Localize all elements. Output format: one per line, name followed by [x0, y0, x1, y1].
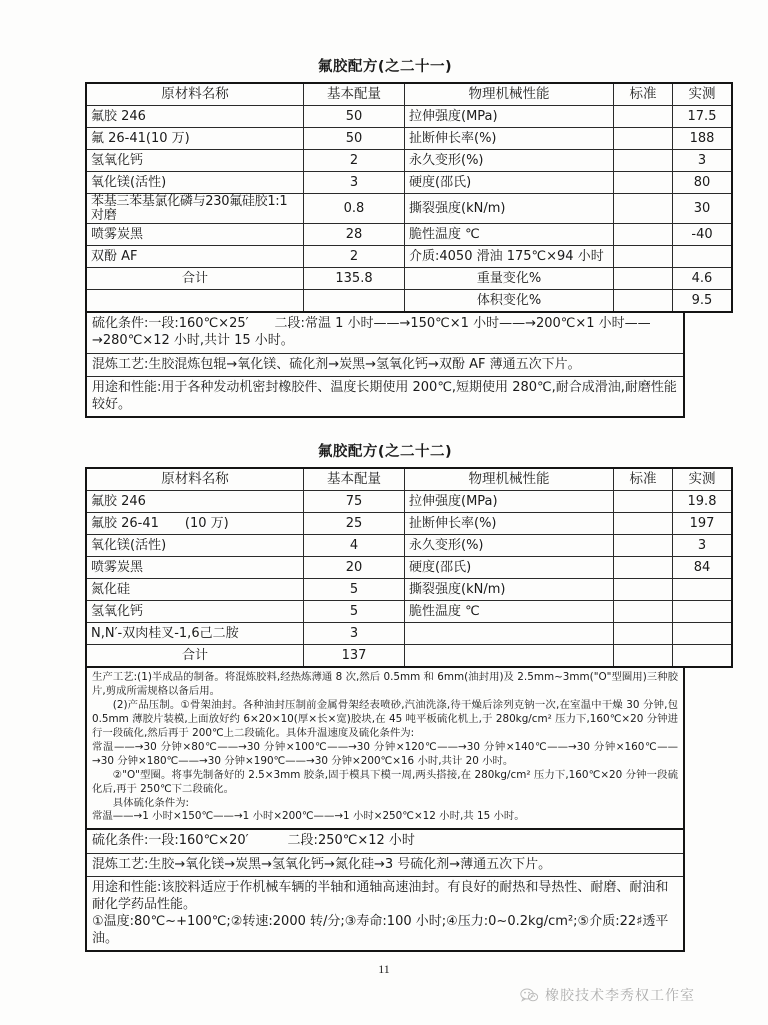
table-row-total [86, 268, 732, 290]
table-row [86, 491, 732, 513]
cell-property: 介质:4050 滑油 175℃×94 小时 [405, 246, 614, 268]
cell-quantity: 4 [304, 535, 405, 557]
col-header-quantity: 基本配量 [304, 468, 405, 491]
formula-table-21 [85, 82, 733, 313]
cell-property: 硬度(邵氏) [405, 557, 614, 579]
cell-standard [614, 172, 673, 194]
table-row [86, 557, 732, 579]
production-process-block [85, 668, 685, 830]
cell-standard [614, 623, 673, 645]
cell-standard [614, 601, 673, 623]
section-gap [85, 418, 685, 440]
cell-property: 永久变形(%) [405, 535, 614, 557]
cell-measured [673, 645, 733, 668]
cell-measured: 17.5 [673, 106, 733, 128]
table-row-total [86, 645, 732, 668]
cell-material: 喷雾炭黑 [86, 557, 304, 579]
cell-total-quantity: 135.8 [304, 268, 405, 290]
cell-property: 撕裂强度(kN/m) [405, 194, 614, 224]
table-row [86, 290, 732, 313]
cell-standard [614, 535, 673, 557]
cell-quantity [304, 290, 405, 313]
col-header-standard: 标准 [614, 468, 673, 491]
cell-quantity: 5 [304, 579, 405, 601]
cell-standard [614, 491, 673, 513]
cell-total-label: 合计 [86, 268, 304, 290]
cell-property [405, 645, 614, 668]
document-content [85, 55, 717, 952]
cell-property: 拉伸强度(MPa) [405, 491, 614, 513]
cell-quantity: 75 [304, 491, 405, 513]
cell-total-label: 合计 [86, 645, 304, 668]
cell-material: 氟 26-41(10 万) [86, 128, 304, 150]
note-spec-list: ①温度:80℃~+100℃;②转速:2000 转/分;③寿命:100 小时;④压力:0~0.2kg/cm²;⑤介质:22♯透平油。 [92, 914, 669, 947]
cell-standard [614, 513, 673, 535]
cell-measured [673, 246, 733, 268]
cell-measured: -40 [673, 224, 733, 246]
notes-block-21 [85, 313, 685, 418]
cell-property: 重量变化% [405, 268, 614, 290]
cell-property: 扯断伸长率(%) [405, 513, 614, 535]
cell-measured: 188 [673, 128, 733, 150]
cell-measured [673, 623, 733, 645]
cell-standard [614, 128, 673, 150]
cell-quantity: 3 [304, 172, 405, 194]
cell-measured: 80 [673, 172, 733, 194]
col-header-material: 原材料名称 [86, 83, 304, 106]
process-paragraph: ②"O"型圈。将事先制备好的 2.5×3mm 胶条,固于模具下模一周,两头搭接,在 280kg/cm² 压力下,160℃×20 分钟一段硫化后,再于 250℃下二段硫化。 [92, 768, 678, 795]
formula-section-22 [85, 440, 717, 952]
cell-total-quantity: 137 [304, 645, 405, 668]
cell-quantity: 2 [304, 150, 405, 172]
cell-quantity: 20 [304, 557, 405, 579]
cell-quantity: 3 [304, 623, 405, 645]
cell-quantity: 50 [304, 128, 405, 150]
cell-material: 氢氧化钙 [86, 601, 304, 623]
cell-standard [614, 579, 673, 601]
cell-property: 撕裂强度(kN/m) [405, 579, 614, 601]
watermark [520, 985, 695, 1005]
cell-material: 氧化镁(活性) [86, 172, 304, 194]
table-row [86, 172, 732, 194]
process-paragraph: 生产工艺:(1)半成品的制备。将混炼胶料,经热炼薄通 8 次,然后 0.5mm 和 6mm(油封用)及 2.5mm~3mm("O"型圈用)三种胶片,剪成所需规格以备后用。 [92, 671, 678, 697]
note-mixing-process: 混炼工艺:生胶混炼包辊→氧化镁、硫化剂→炭黑→氢氧化钙→双酚 AF 薄通五次下片。 [87, 354, 683, 377]
table-row [86, 106, 732, 128]
table-row [86, 513, 732, 535]
table-header-row [86, 83, 732, 106]
page-number: 11 [378, 962, 390, 976]
cell-measured: 3 [673, 150, 733, 172]
note-curing-conditions: 硫化条件:一段:160℃×20′ 二段:250℃×12 小时 [87, 830, 683, 853]
cell-standard [614, 557, 673, 579]
process-paragraph: 常温——→30 分钟×80℃——→30 分钟×100℃——→30 分钟×120℃——→30 分钟×140℃——→30 分钟×160℃——→30 分钟×180℃——→30 分钟×190℃——→30 分钟×200℃×16 小时,共计 20 小时。 [92, 740, 678, 767]
cell-measured: 30 [673, 194, 733, 224]
cell-material [86, 290, 304, 313]
cell-property: 扯断伸长率(%) [405, 128, 614, 150]
table-row [86, 246, 732, 268]
cell-material: 氟胶 246 [86, 491, 304, 513]
process-paragraph: (2)产品压制。①骨架油封。各种油封压制前金属骨架经表喷砂,汽油洗涤,待干燥后涂列克钠一次,在室温中干燥 30 分钟,包 0.5mm 薄胶片装模,上面放好约 6×20×10(厚×长×宽)胶块,在 45 吨平板硫化机上,于 280kg/cm² 压力下,160℃×20 分钟进行一段硫化,然后再于 200℃上二段硫化。具体升温速度及硫化条件为: [92, 698, 678, 739]
note-uses-and-properties [87, 877, 683, 951]
cell-measured: 9.5 [673, 290, 733, 313]
table-row [86, 535, 732, 557]
col-header-property: 物理机械性能 [405, 468, 614, 491]
cell-measured [673, 579, 733, 601]
cell-quantity: 5 [304, 601, 405, 623]
formula-section-21 [85, 55, 717, 418]
cell-material: 氟胶 26-41 (10 万) [86, 513, 304, 535]
cell-property: 硬度(邵氏) [405, 172, 614, 194]
section-title: 氟胶配方(之二十二) [317, 444, 453, 461]
cell-measured: 84 [673, 557, 733, 579]
cell-standard [614, 224, 673, 246]
cell-standard [614, 290, 673, 313]
cell-property: 脆性温度 ℃ [405, 601, 614, 623]
cell-material: 喷雾炭黑 [86, 224, 304, 246]
col-header-measured: 实测 [673, 468, 733, 491]
cell-standard [614, 268, 673, 290]
col-header-standard: 标准 [614, 83, 673, 106]
note-uses-and-properties: 用途和性能:用于各种发动机密封橡胶件、温度长期使用 200℃,短期使用 280℃,耐合成滑油,耐磨性能较好。 [92, 379, 677, 412]
col-header-measured: 实测 [673, 83, 733, 106]
table-row [86, 623, 732, 645]
cell-measured: 4.6 [673, 268, 733, 290]
cell-standard [614, 246, 673, 268]
wechat-icon [520, 988, 539, 1003]
cell-material: 苯基三苯基氯化磷与230氟硅胶1:1对磨 [86, 194, 304, 224]
cell-material: N,N′-双肉桂叉-1,6己二胺 [86, 623, 304, 645]
formula-table-22 [85, 467, 733, 668]
cell-quantity: 25 [304, 513, 405, 535]
cell-property: 拉伸强度(MPa) [405, 106, 614, 128]
process-paragraph: 具体硫化条件为: [112, 796, 190, 809]
cell-material: 氟胶 246 [86, 106, 304, 128]
cell-property: 体积变化% [405, 290, 614, 313]
notes-block-22 [85, 830, 685, 952]
cell-material: 双酚 AF [86, 246, 304, 268]
table-row [86, 128, 732, 150]
watermark-label: 橡胶技术李秀权工作室 [545, 988, 695, 1004]
table-header-row [86, 468, 732, 491]
cell-standard [614, 194, 673, 224]
note-uses-text: 用途和性能:该胶料适应于作机械车辆的半轴和通轴高速油封。有良好的耐热和导热性、耐磨、耐油和耐化学药品性能。 [92, 879, 669, 912]
note-mixing-process: 混炼工艺:生胶→氧化镁→炭黑→氢氧化钙→氮化硅→3 号硫化剂→薄通五次下片。 [87, 854, 683, 877]
process-paragraph: 常温——→1 小时×150℃——→1 小时×200℃——→1 小时×250℃×12 小时,共 15 小时。 [92, 810, 525, 823]
cell-measured [673, 601, 733, 623]
col-header-material: 原材料名称 [86, 468, 304, 491]
cell-measured: 19.8 [673, 491, 733, 513]
table-row [86, 224, 732, 246]
table-row [86, 579, 732, 601]
table-row [86, 194, 732, 224]
col-header-quantity: 基本配量 [304, 83, 405, 106]
cell-measured: 197 [673, 513, 733, 535]
cell-material: 氢氧化钙 [86, 150, 304, 172]
cell-property [405, 623, 614, 645]
cell-material: 氮化硅 [86, 579, 304, 601]
cell-quantity: 50 [304, 106, 405, 128]
table-row [86, 601, 732, 623]
cell-property: 脆性温度 ℃ [405, 224, 614, 246]
cell-measured: 3 [673, 535, 733, 557]
cell-standard [614, 150, 673, 172]
table-row [86, 150, 732, 172]
cell-quantity: 0.8 [304, 194, 405, 224]
cell-standard [614, 106, 673, 128]
cell-standard [614, 645, 673, 668]
cell-quantity: 28 [304, 224, 405, 246]
cell-property: 永久变形(%) [405, 150, 614, 172]
note-curing-conditions: 硫化条件:一段:160℃×25′ 二段:常温 1 小时——→150℃×1 小时——→200℃×1 小时——→280℃×12 小时,共计 15 小时。 [87, 313, 683, 353]
cell-quantity: 2 [304, 246, 405, 268]
col-header-property: 物理机械性能 [405, 83, 614, 106]
cell-material: 氧化镁(活性) [86, 535, 304, 557]
section-title: 氟胶配方(之二十一) [317, 59, 453, 75]
